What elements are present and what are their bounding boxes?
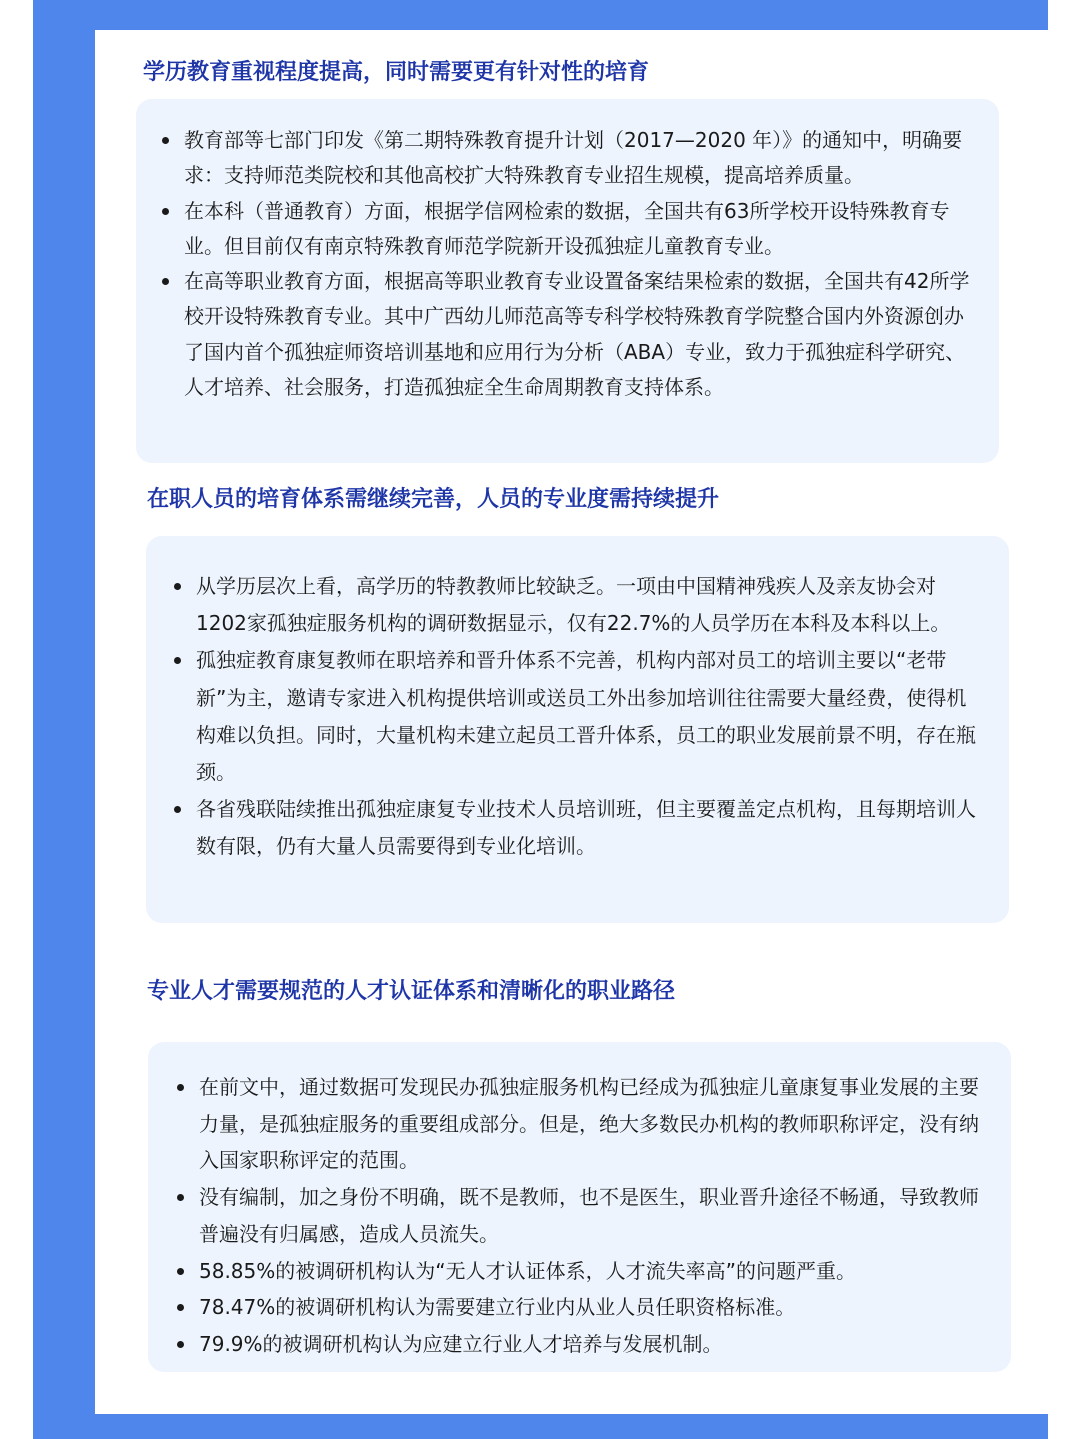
list-item: 在本科（普通教育）方面，根据学信网检索的数据，全国共有63所学校开设特殊教育专业。但目前仅有南京特殊教育师范学院新开设孤独症儿童教育专业。 xyxy=(159,194,977,265)
list-item: 各省残联陆续推出孤独症康复专业技术人员培训班，但主要覆盖定点机构，且每期培训人数有限，仍有大量人员需要得到专业化培训。 xyxy=(171,791,979,865)
list-item: 在前文中，通过数据可发现民办孤独症服务机构已经成为孤独症儿童康复事业发展的主要力量，是孤独症服务的重要组成部分。但是，绝大多数民办机构的教师职称评定，没有纳入国家职称评定的范围。 xyxy=(174,1069,983,1179)
section-title-in-service: 在职人员的培育体系需继续完善，人员的专业度需持续提升 xyxy=(147,487,720,512)
section-card-education xyxy=(136,99,999,463)
bullet-list xyxy=(171,568,979,866)
section-title-education: 学历教育重视程度提高，同时需要更有针对性的培育 xyxy=(143,60,650,85)
section-card-in-service xyxy=(146,536,1009,923)
list-item: 没有编制，加之身份不明确，既不是教师，也不是医生，职业晋升途径不畅通，导致教师普遍没有归属感，造成人员流失。 xyxy=(174,1179,983,1252)
list-item: 79.9%的被调研机构认为应建立行业人才培养与发展机制。 xyxy=(174,1326,983,1363)
section-card-certification xyxy=(148,1042,1011,1372)
list-item: 教育部等七部门印发《第二期特殊教育提升计划（2017—2020 年）》的通知中，明确要求：支持师范类院校和其他高校扩大特殊教育专业招生规模，提高培养质量。 xyxy=(159,123,977,194)
list-item: 在高等职业教育方面，根据高等职业教育专业设置备案结果检索的数据，全国共有42所学校开设特殊教育专业。其中广西幼儿师范高等专科学校特殊教育学院整合国内外资源创办了国内首个孤独症师资培训基地和应用行为分析（ABA）专业，致力于孤独症科学研究、人才培养、社会服务，打造孤独症全生命周期教育支持体系。 xyxy=(159,264,977,405)
list-item: 78.47%的被调研机构认为需要建立行业内从业人员任职资格标准。 xyxy=(174,1289,983,1326)
page-frame xyxy=(33,0,1048,1439)
list-item: 从学历层次上看，高学历的特教教师比较缺乏。一项由中国精神残疾人及亲友协会对1202家孤独症服务机构的调研数据显示，仅有22.7%的人员学历在本科及本科以上。 xyxy=(171,568,979,642)
list-item: 孤独症教育康复教师在职培养和晋升体系不完善，机构内部对员工的培训主要以“老带新”为主，邀请专家进入机构提供培训或送员工外出参加培训往往需要大量经费，使得机构难以负担。同时，大量机构未建立起员工晋升体系，员工的职业发展前景不明，存在瓶颈。 xyxy=(171,642,979,791)
section-title-certification: 专业人才需要规范的人才认证体系和清晰化的职业路径 xyxy=(147,979,676,1004)
list-item: 58.85%的被调研机构认为“无人才认证体系，人才流失率高”的问题严重。 xyxy=(174,1253,983,1290)
bullet-list xyxy=(159,123,977,405)
bullet-list xyxy=(174,1069,983,1363)
document-page xyxy=(95,30,1053,1414)
